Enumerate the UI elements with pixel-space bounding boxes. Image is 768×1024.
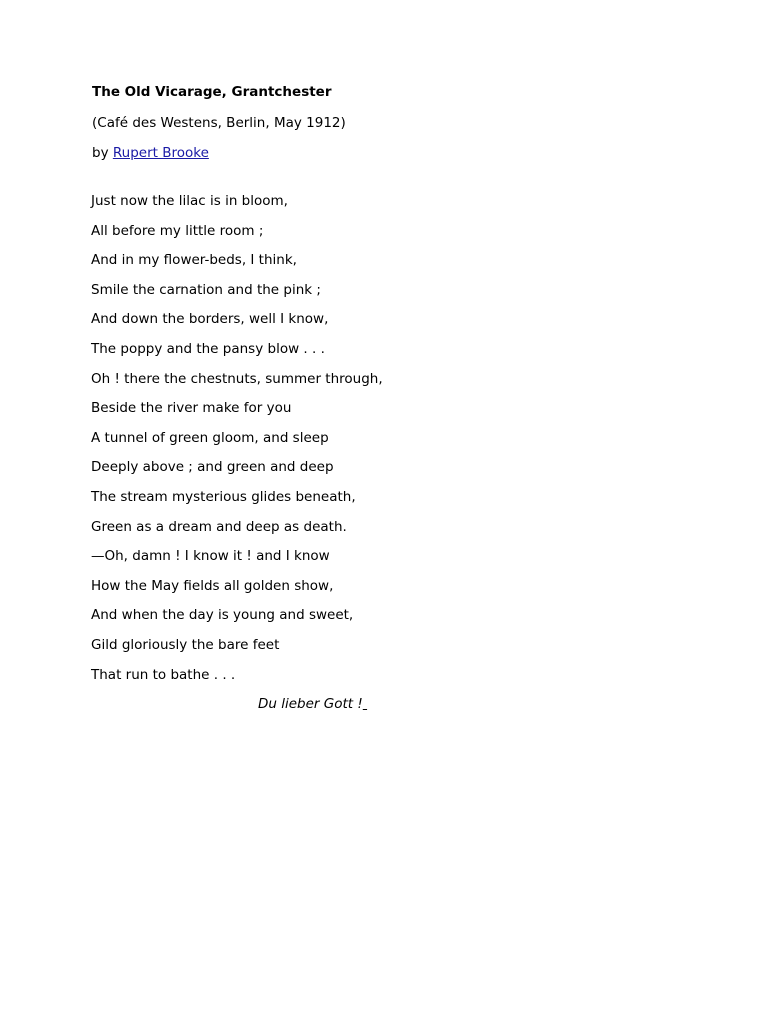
- poem-line: That run to bathe . . .: [91, 666, 236, 683]
- poem-line: Beside the river make for you: [91, 400, 292, 417]
- poem-line: —Oh, damn ! I know it ! and I know: [91, 548, 330, 565]
- poem-line: And down the borders, well I know,: [91, 311, 329, 328]
- byline: [92, 145, 209, 161]
- poem-line: Deeply above ; and green and deep: [91, 459, 334, 476]
- byline-prefix: by: [92, 145, 113, 161]
- poem-line: How the May fields all golden show,: [91, 577, 334, 594]
- closing-text: Du lieber Gott !: [258, 696, 363, 712]
- poem-body: [91, 193, 383, 696]
- poem-line: The stream mysterious glides beneath,: [91, 488, 356, 505]
- poem-line: And when the day is young and sweet,: [91, 607, 354, 624]
- poem-line: And in my flower-beds, I think,: [91, 252, 297, 269]
- closing-line: [258, 696, 367, 712]
- poem-line: A tunnel of green gloom, and sleep: [91, 429, 329, 446]
- poem-line: Oh ! there the chestnuts, summer through,: [91, 370, 383, 387]
- poem-line: Gild gloriously the bare feet: [91, 636, 280, 653]
- poem-title: The Old Vicarage, Grantchester: [92, 84, 332, 100]
- poem-line: The poppy and the pansy blow . . .: [91, 340, 325, 357]
- poem-line: Just now the lilac is in bloom,: [91, 193, 288, 209]
- poem-line: All before my little room ;: [91, 222, 264, 239]
- poem-line: Green as a dream and deep as death.: [91, 518, 347, 535]
- poem-subtitle: (Café des Westens, Berlin, May 1912): [92, 115, 346, 131]
- author-link[interactable]: Rupert Brooke: [112, 145, 209, 161]
- trailing-underline-mark: [363, 696, 367, 712]
- poem-line: Smile the carnation and the pink ;: [91, 281, 321, 298]
